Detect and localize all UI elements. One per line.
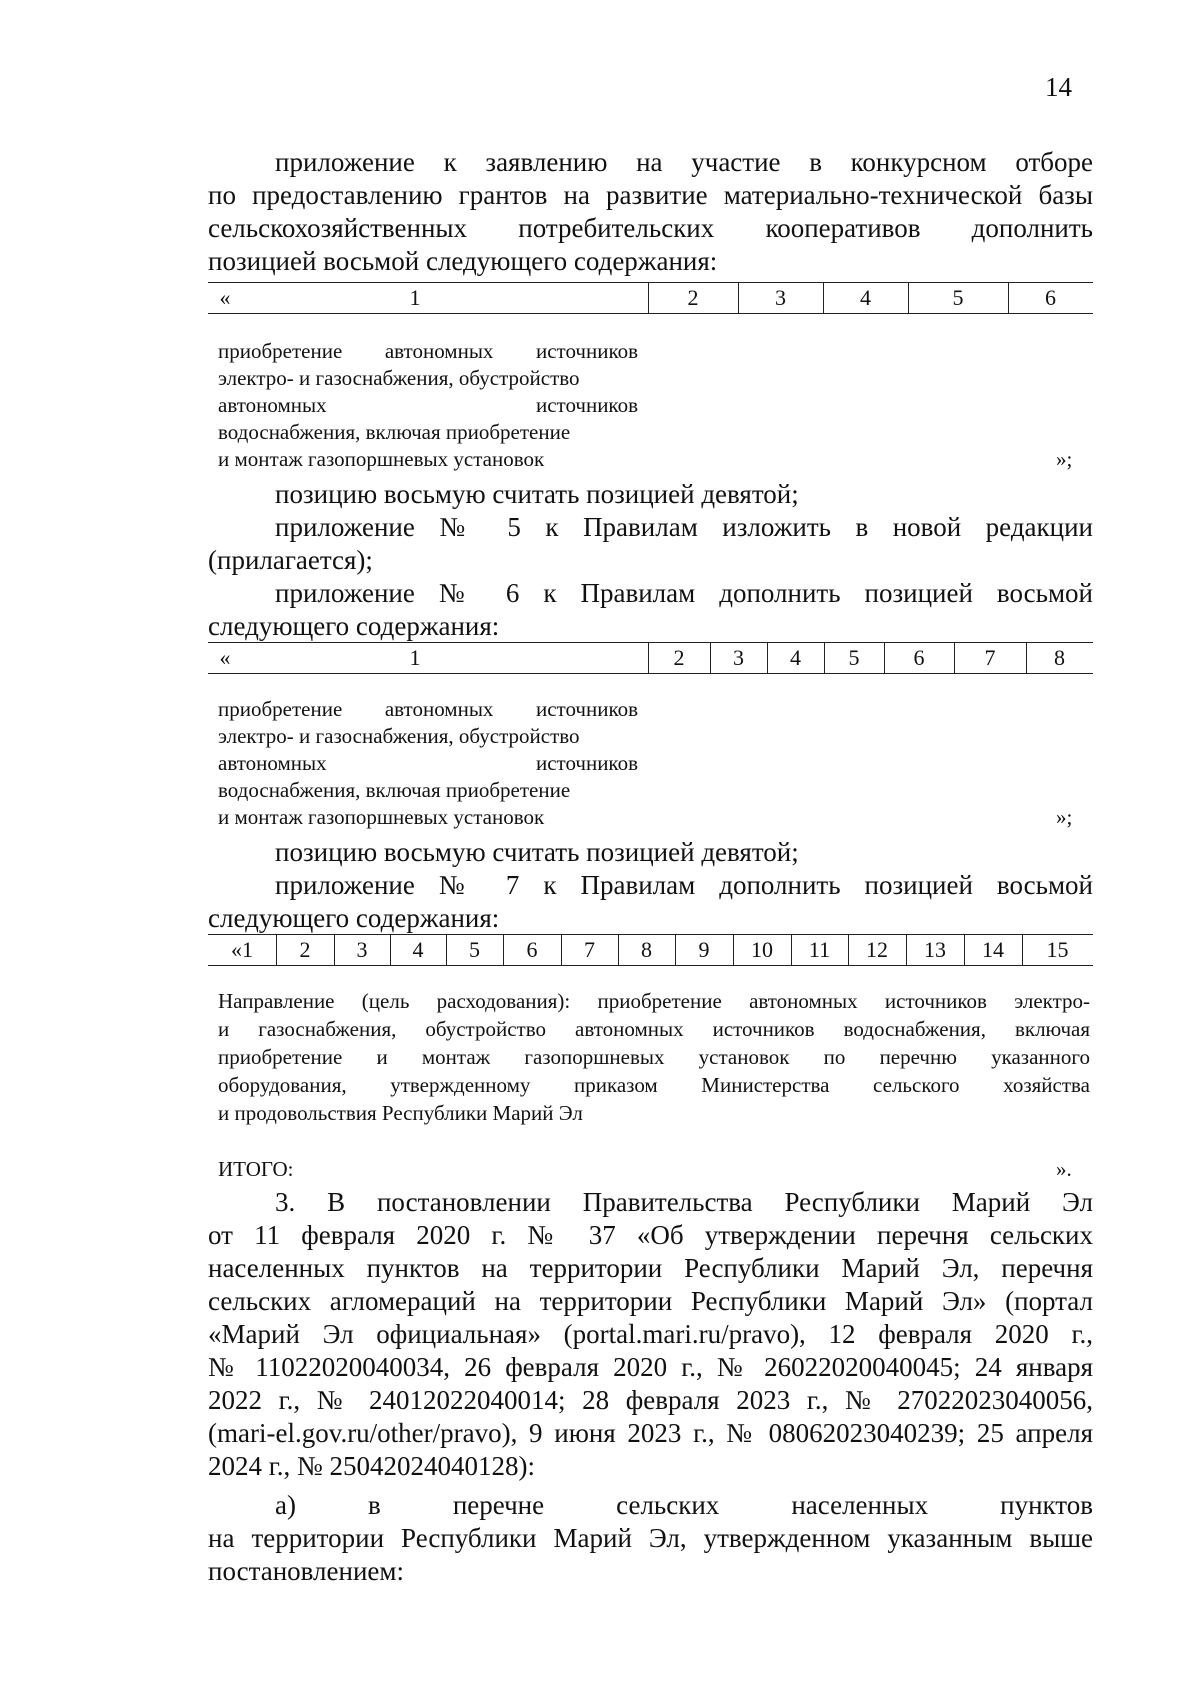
table2-cell: « [219,645,231,670]
table1-cell: 4 [860,285,871,310]
table3-cell: «1 [231,937,253,962]
block2-line2: электро- и газоснабжения, обустройство [218,724,580,748]
table3-cell: 2 [299,937,311,962]
table3-cell: 10 [751,937,773,962]
table2-cell: 5 [848,645,860,670]
block1-line2: электро- и газоснабжения, обустройство [218,366,580,390]
para3-line2: приложение № 7 к Правилам дополнить позицией восьмой [275,870,1093,900]
itogo-close-mark: ». [1056,1157,1072,1181]
para1-line2: по предоставлению грантов на развитие материально-технической базы [208,180,1093,210]
para2-line4: приложение № 6 к Правилам дополнить позицией восьмой [275,578,1093,608]
direction-line2: и газоснабжения, обустройство автономных источников водоснабжения, включая [218,1017,1090,1041]
para2-line1: позицию восьмую считать позицией девятой; [275,479,799,509]
table2-cell: 8 [1054,645,1065,670]
para5-line3: постановлением: [208,1556,404,1586]
table2-cell: 1 [409,645,421,670]
table3-cell: 3 [356,937,368,962]
table1-cell: 1 [409,285,421,310]
para4-line4: сельских агломераций на территории Республики Марий Эл» (портал [208,1286,1093,1316]
para2-line3: (прилагается); [208,545,373,575]
table3-cell: 11 [808,937,831,962]
direction-line4: оборудования, утвержденному приказом Министерства сельского хозяйства [218,1073,1090,1097]
para1-line3: сельскохозяйственных потребительских кооперативов дополнить [208,213,1093,243]
para5-line1: а) в перечне сельских населенных пунктов [275,1490,1093,1520]
para1-line1: приложение к заявлению на участие в конкурсном отборе [275,147,1093,177]
block2-line5: и монтаж газопоршневых установок [218,805,545,829]
table2-header-row [208,642,1093,674]
table2-cell: 3 [733,645,744,670]
table2-cell: 4 [790,645,801,670]
para4-line3: населенных пунктов на территории Республики Марий Эл, перечня [208,1253,1093,1283]
block2-line1: приобретение автономных источников [218,697,638,721]
table1-cell: 6 [1045,285,1056,310]
table1-header-row [208,282,1093,314]
direction-line1: Направление (цель расходования): приобретение автономных источников электро- [218,989,1090,1013]
block1-line4: водоснабжения, включая приобретение [218,420,571,444]
para2-line5: следующего содержания: [208,611,500,641]
block1-line1: приобретение автономных источников [218,339,638,363]
table1-cell: 5 [952,285,964,310]
table2-cell: 7 [984,645,996,670]
table3-cell: 13 [924,937,946,962]
para2-line2: приложение № 5 к Правилам изложить в новой редакции [275,512,1093,542]
block2-close-mark: »; [1056,805,1073,829]
table1-cell: 3 [775,285,786,310]
table3-cell: 6 [526,937,538,962]
table3-cell: 4 [412,937,424,962]
block2-line4: водоснабжения, включая приобретение [218,778,571,802]
para1-line4: позицией восьмой следующего содержания: [208,246,718,276]
para5-line2: на территории Республики Марий Эл, утвержденном указанным выше [208,1523,1093,1553]
table3-cell: 14 [982,937,1004,962]
table1-cell: 2 [687,285,699,310]
para4-line9: 2024 г., № 25042024040128): [208,1451,536,1481]
table3-cell: 15 [1046,937,1069,962]
para4-line2: от 11 февраля 2020 г. № 37 «Об утверждении перечня сельских [208,1220,1093,1250]
table3-cell: 5 [469,937,480,962]
table2-cell: 6 [913,645,925,670]
table2-cell: 2 [673,645,685,670]
page-number: 14 [1045,72,1072,102]
block1-close-mark: »; [1056,447,1073,471]
para4-line5: «Марий Эл официальная» (portal.mari.ru/pravo), 12 февраля 2020 г., [208,1319,1093,1349]
para4-line8: (mari-el.gov.ru/other/pravo), 9 июня 2023 г., № 08062023040239; 25 апреля [208,1418,1093,1448]
direction-line3: приобретение и монтаж газопоршневых установок по перечню указанного [218,1045,1090,1069]
table3-cell: 7 [584,937,595,962]
block1-line5: и монтаж газопоршневых установок [218,447,545,471]
table3-header-row [208,934,1093,966]
table1-cell: « [219,285,231,310]
para4-line6: № 11022020040034, 26 февраля 2020 г., № 26022020040045; 24 января [208,1352,1093,1382]
para4-line7: 2022 г., № 24012022040014; 28 февраля 2023 г., № 27022023040056, [208,1385,1093,1415]
para3-line3: следующего содержания: [208,903,500,933]
para4-line1: 3. В постановлении Правительства Республики Марий Эл [275,1187,1093,1217]
itogo-label: ИТОГО: [218,1157,294,1181]
block1-line3: автономных источников [218,393,638,417]
direction-line5: и продовольствия Республики Марий Эл [218,1101,583,1125]
table3-cell: 9 [698,937,710,962]
para3-line1: позицию восьмую считать позицией девятой; [275,837,799,867]
table3-cell: 12 [866,937,888,962]
block2-line3: автономных источников [218,751,638,775]
table3-cell: 8 [641,937,652,962]
